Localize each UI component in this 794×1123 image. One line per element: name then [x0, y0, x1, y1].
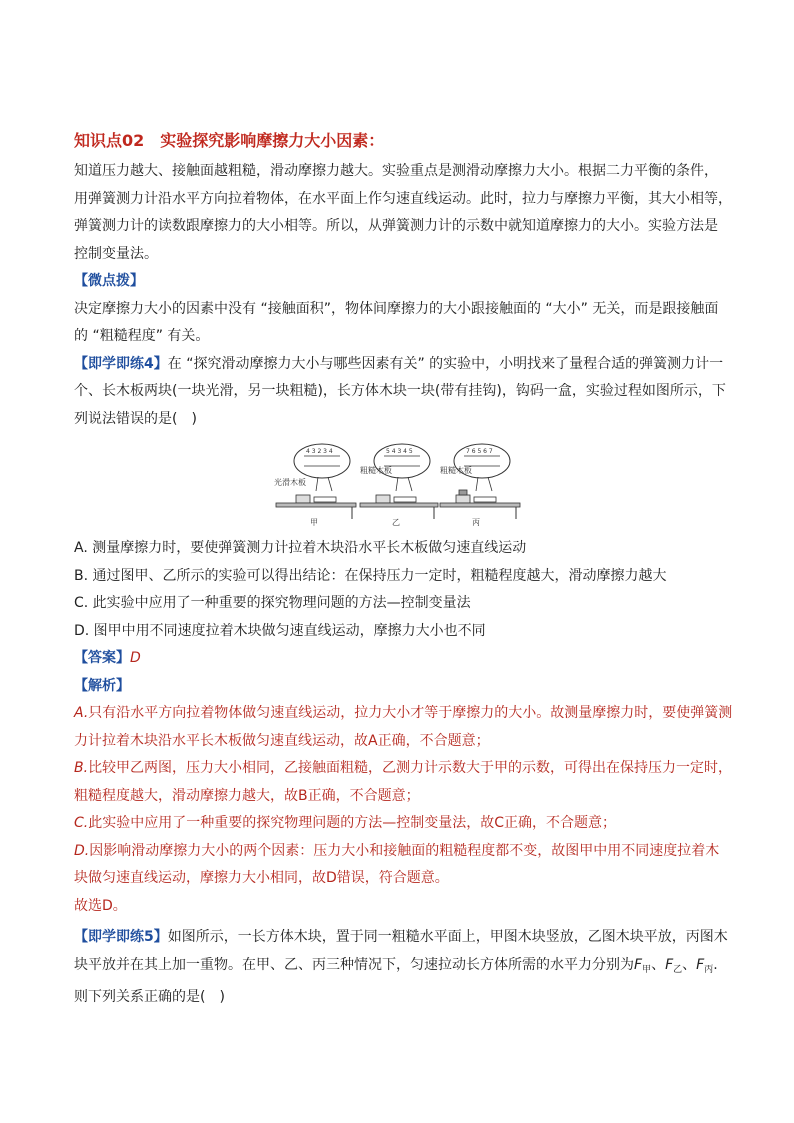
analysis-line — [74, 810, 734, 838]
experiment-figure-svg — [274, 439, 534, 529]
question-5-text: 如图所示，一长方体木块，置于同一粗糙水平面上，甲图木块竖放，乙图木块平放，丙图木 — [167, 929, 728, 945]
question-4-line: 列说法错误的是( ) — [74, 410, 197, 427]
option-c: C. 此实验中应用了一种重要的探究物理问题的方法—控制变量法 — [74, 595, 471, 611]
tip-tag: 【微点拨】 — [74, 273, 144, 289]
force-symbol: F — [696, 956, 705, 973]
wood-block — [456, 495, 470, 503]
panel-bing — [440, 444, 520, 527]
intro-paragraph — [74, 158, 734, 268]
board-label: 光滑木板 — [274, 478, 306, 487]
question-5-line — [74, 924, 734, 952]
svg-text:5 4 3 4 5: 5 4 3 4 5 — [386, 448, 413, 455]
analysis-text: 粗糙程度越大，滑动摩擦力越大，故B正确，不合题意； — [74, 787, 420, 804]
question-4-text: 在 “探究滑动摩擦力大小与哪些因素有关” 的实验中，小明找来了量程合适的弹簧测力计一 — [167, 355, 724, 372]
experiment-figure — [274, 439, 534, 529]
wood-block — [376, 495, 390, 503]
option-d: D. 图甲中用不同速度拉着木块做匀速直线运动，摩擦力大小也不同 — [74, 622, 486, 639]
intro-line: 知道压力越大、接触面越粗糙，滑动摩擦力越大。实验重点是测滑动摩擦力大小。根据二力平衡的条件， — [74, 163, 718, 179]
panel-label: 甲 — [310, 518, 318, 527]
panel-yi — [360, 444, 438, 527]
force-subscript: 甲 — [642, 964, 652, 975]
analysis-line — [74, 865, 734, 893]
answer-tag: 【答案】 — [74, 650, 130, 666]
analysis-label: A. — [74, 705, 89, 721]
intro-line: 用弹簧测力计沿水平方向拉着物体，在水平面上作匀速直线运动。此时，拉力与摩擦力平衡，其大小相等， — [74, 190, 732, 207]
question-5-tag: 【即学即练5】 — [74, 929, 168, 945]
section-number: 知识点02 — [74, 131, 145, 150]
spring-scale — [474, 497, 496, 502]
question-5 — [74, 924, 734, 1012]
analysis-text: 力计拉着木块沿水平长木板做匀速直线运动，故A正确，不合题意； — [74, 732, 490, 749]
answer-value: D — [130, 650, 141, 666]
spring-scale — [394, 497, 416, 502]
long-board — [360, 503, 438, 507]
section-heading — [74, 126, 734, 156]
answer-line — [74, 645, 734, 673]
analysis-label: C. — [74, 815, 89, 831]
panel-label: 乙 — [392, 518, 400, 527]
option-b: B. 通过图甲、乙所示的实验可以得出结论：在保持压力一定时，粗糙程度越大，滑动摩擦力越大 — [74, 567, 667, 584]
question-5-line: 则下列关系正确的是( ) — [74, 989, 225, 1005]
option-a: A. 测量摩擦力时，要使弹簧测力计拉着木块沿水平长木板做匀速直线运动 — [74, 540, 527, 556]
analysis-label: D. — [74, 842, 90, 859]
board-label: 粗糙木板 — [440, 466, 472, 475]
question-4-line: 个、长木板两块(一块光滑，另一块粗糙)，长方体木块一块(带有挂钩)，钩码一盒，实验过程如图所示，下 — [74, 383, 726, 399]
analysis-text: 此实验中应用了一种重要的探究物理问题的方法—控制变量法，故C正确，不合题意； — [88, 815, 617, 831]
tip-line: 的 “粗糙程度” 有关。 — [74, 328, 210, 344]
spring-scale — [314, 497, 336, 502]
hook-weight — [459, 490, 467, 495]
analysis-tag: 【解析】 — [74, 677, 130, 694]
force-symbol: F — [665, 956, 674, 973]
panel-label: 丙 — [472, 518, 480, 527]
tip-paragraph — [74, 296, 734, 351]
force-symbol: F — [634, 956, 643, 973]
question-5-line: 块平放并在其上加一重物。在甲、乙、丙三种情况下，匀速拉动长方体所需的水平力分别为$F_甲$、$F_乙$、$F_丙$. — [74, 956, 718, 975]
analysis-text: 因影响滑动摩擦力大小的两个因素：压力大小和接触面的粗糙程度都不变，故图甲中用不同速度拉着木 — [89, 842, 720, 859]
analysis-text: 只有沿水平方向拉着物体做匀速直线运动，拉力大小才等于摩擦力的大小。故测量摩擦力时，要使弹簧测 — [88, 705, 733, 721]
analysis-line — [74, 700, 734, 728]
tip-line: 决定摩擦力大小的因素中没有 “接触面积”，物体间摩擦力的大小跟接触面的 “大小” 无关，而是跟接触面 — [74, 300, 719, 317]
question-4-tag: 【即学即练4】 — [74, 355, 168, 372]
analysis-label: B. — [74, 760, 89, 776]
force-subscript: 丙 — [704, 964, 714, 975]
analysis-line — [74, 838, 734, 866]
long-board — [440, 503, 520, 507]
analysis-line — [74, 783, 734, 811]
analysis-conclusion: 故选D。 — [74, 897, 127, 914]
svg-text:4 3 2 3 4: 4 3 2 3 4 — [306, 448, 333, 455]
analysis-line — [74, 755, 734, 783]
document-page — [74, 126, 734, 1012]
force-subscript: 乙 — [673, 964, 683, 975]
long-board — [276, 503, 356, 507]
section-title: 实验探究影响摩擦力大小因素： — [160, 131, 385, 150]
wood-block — [296, 495, 310, 503]
svg-text:7 6 5 6 7: 7 6 5 6 7 — [466, 448, 493, 455]
question-4-line — [74, 351, 734, 379]
panel-jia — [274, 444, 356, 527]
analysis-body — [74, 700, 734, 920]
analysis-line — [74, 728, 734, 756]
intro-line: 控制变量法。 — [74, 245, 158, 262]
board-label: 粗糙木板 — [360, 466, 392, 475]
question-4 — [74, 351, 734, 921]
analysis-text: 块做匀速直线运动，摩擦力大小相同，故D错误，符合题意。 — [74, 870, 449, 886]
question-5-text: 块平放并在其上加一重物。在甲、乙、丙三种情况下，匀速拉动长方体所需的水平力分别为 — [74, 956, 634, 973]
intro-line: 弹簧测力计的读数跟摩擦力的大小相等。所以，从弹簧测力计的示数中就知道摩擦力的大小。实验方法是 — [74, 218, 718, 234]
analysis-text: 比较甲乙两图，压力大小相同，乙接触面粗糙，乙测力计示数大于甲的示数，可得出在保持压力一定时， — [88, 760, 733, 776]
